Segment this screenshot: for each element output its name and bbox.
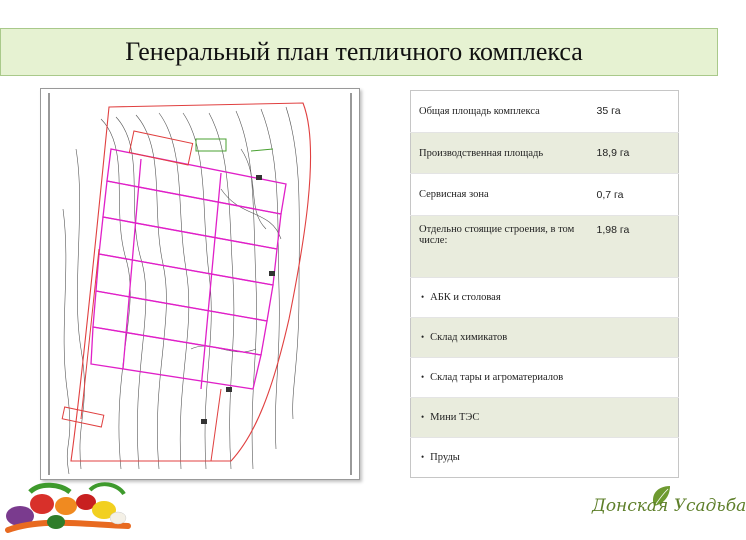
- area-table: [410, 90, 679, 478]
- list-item: [411, 397, 679, 437]
- item-label: • Пруды: [411, 437, 679, 477]
- row-value: 0,7 га: [589, 174, 679, 216]
- vegetables-image: [0, 478, 140, 538]
- table-row: [411, 174, 679, 216]
- table-row: [411, 132, 679, 174]
- list-item: [411, 437, 679, 477]
- row-label: Сервисная зона: [411, 174, 589, 216]
- row-label: Общая площадь комплекса: [419, 105, 540, 117]
- brand-logo: [578, 484, 746, 534]
- title-bar: [0, 28, 718, 76]
- row-label: Отдельно стоящие строения, в том числе:: [411, 216, 589, 278]
- auxiliary-outlines: [62, 131, 221, 461]
- greenhouse-blocks: [91, 149, 286, 389]
- list-item: [411, 317, 679, 357]
- item-label: • АБК и столовая: [411, 277, 679, 317]
- green-zone: [196, 139, 273, 151]
- item-label: • Склад тары и агроматериалов: [411, 357, 679, 397]
- list-item: [411, 277, 679, 317]
- logo-text: Донская Усадьба: [592, 496, 746, 516]
- page-title: Генеральный план тепличного комплекса: [125, 37, 583, 66]
- table-row: [411, 91, 679, 133]
- row-label: Производственная площадь: [411, 132, 589, 174]
- site-plan-drawing: [40, 88, 360, 480]
- table-row: [411, 216, 679, 278]
- item-label: • Мини ТЭС: [411, 397, 679, 437]
- row-value: 18,9 га: [589, 132, 679, 174]
- row-value: 1,98 га: [589, 216, 679, 278]
- list-item: [411, 357, 679, 397]
- item-label: • Склад химикатов: [411, 317, 679, 357]
- contour-lines: [63, 107, 299, 474]
- row-value: 35 га: [596, 105, 621, 118]
- site-plan-svg: [41, 89, 359, 479]
- site-boundary: [71, 103, 311, 461]
